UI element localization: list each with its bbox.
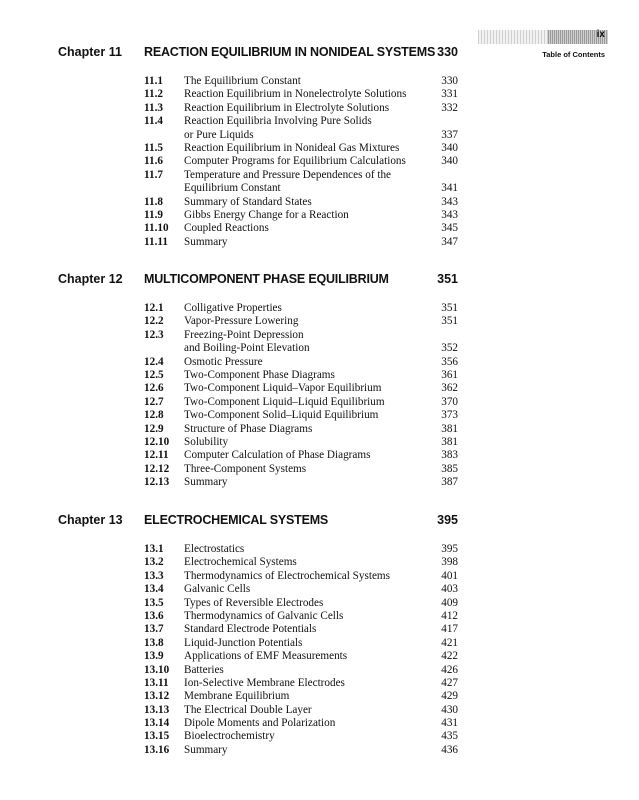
section-page: 417: [441, 623, 458, 636]
running-title: Table of Contents: [542, 50, 605, 59]
section-number: 11.3: [144, 101, 163, 114]
section-number: 13.11: [144, 676, 169, 689]
section-page: 398: [441, 556, 458, 569]
toc-entry: [0, 129, 639, 142]
toc-entry: [0, 423, 639, 436]
section-title: Bioelectrochemistry: [184, 730, 275, 743]
section-page: 345: [441, 222, 458, 235]
section-title: Reaction Equilibrium in Nonideal Gas Mixtures: [184, 141, 400, 154]
section-page: 435: [441, 730, 458, 743]
section-number: 12.8: [144, 409, 164, 422]
toc-entry: [0, 342, 639, 355]
chapter-heading: [0, 272, 639, 288]
chapter-heading: [0, 45, 639, 61]
toc-entry: [0, 102, 639, 115]
chapter-heading: [0, 513, 639, 529]
section-page: 403: [441, 583, 458, 596]
section-page: 340: [441, 155, 458, 168]
section-number: 12.5: [144, 368, 164, 381]
toc-entry: [0, 182, 639, 195]
section-page: 352: [441, 342, 458, 355]
toc-entry: [0, 717, 639, 730]
section-number: 13.2: [144, 556, 164, 569]
section-page: 429: [441, 690, 458, 703]
section-number: 12.13: [144, 476, 170, 489]
section-number: 13.15: [144, 730, 170, 743]
section-title: Electrostatics: [184, 543, 245, 555]
section-title: Structure of Phase Diagrams: [184, 422, 313, 435]
toc-entry: [0, 623, 639, 636]
section-title: The Equilibrium Constant: [184, 75, 301, 87]
section-title: Temperature and Pressure Dependences of the: [184, 168, 392, 181]
section-page: 431: [441, 717, 458, 730]
section-number: 12.7: [144, 395, 164, 408]
section-page: 330: [441, 75, 458, 87]
section-number: 11.2: [144, 88, 163, 101]
section-number: 11.7: [144, 168, 163, 181]
toc-entry: [0, 409, 639, 422]
section-page: 426: [441, 663, 458, 676]
section-title: Computer Programs for Equilibrium Calculations: [184, 155, 406, 168]
section-title: Reaction Equilibrium in Electrolyte Solutions: [184, 101, 390, 114]
section-number: 12.2: [144, 315, 164, 328]
section-number: 13.1: [144, 543, 164, 555]
toc-entry: [0, 463, 639, 476]
section-title: The Electrical Double Layer: [184, 703, 312, 716]
section-page: 332: [441, 101, 458, 114]
section-list: [0, 75, 639, 249]
toc-entry: [0, 650, 639, 663]
section-title: Membrane Equilibrium: [184, 690, 290, 703]
section-list: [0, 543, 639, 757]
section-number: 13.10: [144, 663, 170, 676]
section-title: Electrochemical Systems: [184, 556, 297, 569]
toc-entry: [0, 637, 639, 650]
toc-entry: [0, 142, 639, 155]
section-number: 13.14: [144, 717, 170, 730]
section-page: 383: [441, 449, 458, 462]
chapter-page: 330: [437, 45, 458, 59]
section-page: 337: [441, 128, 458, 141]
toc-entry: [0, 556, 639, 569]
section-number: 13.9: [144, 650, 164, 663]
toc-entry: [0, 356, 639, 369]
section-list: [0, 302, 639, 489]
section-title: Standard Electrode Potentials: [184, 623, 317, 636]
section-number: 13.12: [144, 690, 170, 703]
section-page: 370: [441, 395, 458, 408]
toc-entry: [0, 543, 639, 556]
section-page: 381: [441, 422, 458, 435]
section-number: 11.6: [144, 155, 163, 168]
section-number: 12.12: [144, 462, 170, 475]
section-title: Three-Component Systems: [184, 462, 307, 475]
section-page: 347: [441, 235, 458, 248]
chapter-block: [0, 513, 639, 757]
section-title: Applications of EMF Measurements: [184, 650, 348, 663]
section-page: 341: [441, 182, 458, 195]
section-title: Types of Reversible Electrodes: [184, 596, 324, 609]
chapter-title: ELECTROCHEMICAL SYSTEMS: [144, 513, 329, 527]
chapter-page: 395: [437, 513, 458, 527]
toc-entry: [0, 382, 639, 395]
toc-entry: [0, 664, 639, 677]
section-title: Thermodynamics of Electrochemical Systems: [184, 569, 390, 582]
section-number: 12.6: [144, 382, 164, 395]
section-number: 13.8: [144, 636, 164, 649]
section-title: Summary: [184, 235, 228, 248]
chapter-page: 351: [437, 272, 458, 286]
section-page: 373: [441, 409, 458, 422]
section-title: Two-Component Liquid–Liquid Equilibrium: [184, 395, 385, 408]
toc-entry: [0, 222, 639, 235]
chapter-label: Chapter 11: [58, 45, 122, 59]
section-title: Two-Component Phase Diagrams: [184, 368, 335, 381]
section-page: 421: [441, 636, 458, 649]
section-number: 12.11: [144, 449, 169, 462]
toc-entry: [0, 329, 639, 342]
section-number: 13.5: [144, 596, 164, 609]
section-page: 340: [441, 141, 458, 154]
toc-entry: [0, 396, 639, 409]
chapter-label: Chapter 12: [58, 272, 123, 286]
section-title: Colligative Properties: [184, 302, 282, 314]
toc-entry: [0, 236, 639, 249]
section-title: Equilibrium Constant: [184, 182, 281, 195]
section-page: 412: [441, 609, 458, 622]
toc-entry: [0, 690, 639, 703]
section-number: 12.1: [144, 302, 164, 314]
section-page: 351: [441, 315, 458, 328]
toc-entry: [0, 677, 639, 690]
section-number: 12.3: [144, 328, 164, 341]
section-title: Batteries: [184, 663, 224, 676]
toc-entry: [0, 583, 639, 596]
page-number: ix: [596, 29, 605, 40]
toc-entry: [0, 88, 639, 101]
toc-entry: [0, 436, 639, 449]
toc-entry: [0, 597, 639, 610]
section-title: Summary: [184, 743, 228, 756]
section-title: and Boiling-Point Elevation: [184, 342, 310, 355]
section-page: 401: [441, 569, 458, 582]
section-title: Dipole Moments and Polarization: [184, 717, 336, 730]
section-title: Galvanic Cells: [184, 583, 251, 596]
section-page: 381: [441, 435, 458, 448]
section-title: Summary of Standard States: [184, 195, 312, 208]
chapter-label: Chapter 13: [58, 513, 123, 527]
section-page: 343: [441, 208, 458, 221]
section-title: Two-Component Liquid–Vapor Equilibrium: [184, 382, 382, 395]
toc-entry: [0, 115, 639, 128]
section-title: Reaction Equilibria Involving Pure Solids: [184, 115, 372, 128]
chapter-block: [0, 272, 639, 489]
section-title: Liquid-Junction Potentials: [184, 636, 303, 649]
toc-entry: [0, 476, 639, 489]
section-title: Ion-Selective Membrane Electrodes: [184, 676, 345, 689]
section-number: 11.4: [144, 115, 163, 128]
chapter-title: MULTICOMPONENT PHASE EQUILIBRIUM: [144, 272, 389, 286]
toc-entry: [0, 155, 639, 168]
section-page: 387: [441, 476, 458, 489]
section-page: 436: [441, 743, 458, 756]
section-page: 385: [441, 462, 458, 475]
section-title: Coupled Reactions: [184, 222, 269, 235]
section-number: 12.10: [144, 435, 170, 448]
section-page: 343: [441, 195, 458, 208]
section-number: 11.11: [144, 235, 168, 248]
section-number: 13.7: [144, 623, 164, 636]
section-number: 13.4: [144, 583, 164, 596]
section-page: 362: [441, 382, 458, 395]
toc-entry: [0, 570, 639, 583]
section-title: or Pure Liquids: [184, 128, 254, 141]
section-page: 361: [441, 368, 458, 381]
section-title: Summary: [184, 476, 228, 489]
toc-entry: [0, 169, 639, 182]
section-title: Thermodynamics of Galvanic Cells: [184, 609, 344, 622]
section-title: Vapor-Pressure Lowering: [184, 315, 299, 328]
section-page: 430: [441, 703, 458, 716]
toc-entry: [0, 302, 639, 315]
section-page: 422: [441, 650, 458, 663]
toc-entry: [0, 75, 639, 88]
section-number: 13.6: [144, 609, 164, 622]
section-page: 395: [441, 543, 458, 555]
toc-entry: [0, 196, 639, 209]
section-title: Computer Calculation of Phase Diagrams: [184, 449, 371, 462]
section-number: 12.4: [144, 355, 164, 368]
section-number: 13.16: [144, 743, 170, 756]
section-page: 351: [441, 302, 458, 314]
toc-entry: [0, 610, 639, 623]
section-title: Solubility: [184, 435, 229, 448]
toc-entry: [0, 369, 639, 382]
toc-entry: [0, 730, 639, 743]
section-title: Osmotic Pressure: [184, 355, 263, 368]
toc-entry: [0, 704, 639, 717]
section-number: 11.8: [144, 195, 163, 208]
section-page: 427: [441, 676, 458, 689]
section-number: 11.10: [144, 222, 169, 235]
section-page: 356: [441, 355, 458, 368]
section-title: Two-Component Solid–Liquid Equilibrium: [184, 409, 379, 422]
section-number: 13.13: [144, 703, 170, 716]
section-number: 11.1: [144, 75, 163, 87]
toc-entry: [0, 744, 639, 757]
section-title: Gibbs Energy Change for a Reaction: [184, 208, 349, 221]
chapter-block: [0, 45, 639, 249]
toc-entry: [0, 449, 639, 462]
section-number: 13.3: [144, 569, 164, 582]
section-title: Reaction Equilibrium in Nonelectrolyte Solutions: [184, 88, 407, 101]
toc-entry: [0, 209, 639, 222]
toc-entry: [0, 315, 639, 328]
chapter-title: REACTION EQUILIBRIUM IN NONIDEAL SYSTEMS: [144, 45, 436, 59]
section-number: 11.9: [144, 208, 163, 221]
section-number: 12.9: [144, 422, 164, 435]
section-page: 331: [441, 88, 458, 101]
section-page: 409: [441, 596, 458, 609]
section-number: 11.5: [144, 141, 163, 154]
section-title: Freezing-Point Depression: [184, 328, 304, 341]
